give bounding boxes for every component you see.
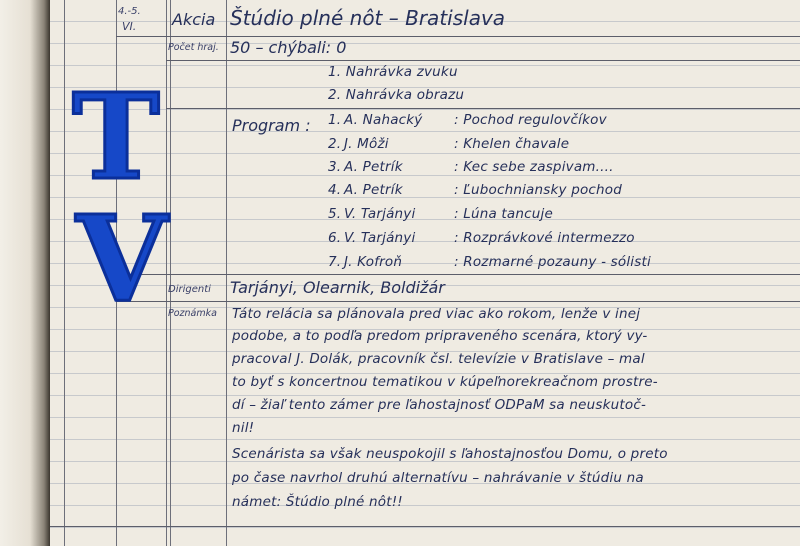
row-rule-program	[116, 274, 800, 275]
program-item-4-title: : Ľubochniansky pochod	[454, 182, 623, 198]
program-item-6-composer: V. Tarjányi	[344, 230, 416, 246]
program-item-2-num: 2.	[328, 136, 342, 152]
program-item-6-num: 6.	[328, 230, 342, 246]
recording-1: 1. Nahrávka zvuku	[328, 64, 458, 80]
program-item-1-composer: A. Nahacký	[344, 112, 423, 128]
row-rule-count	[166, 60, 800, 61]
program-item-2-title: : Khelen čhavale	[454, 136, 570, 152]
program-item-3-composer: A. Petrík	[344, 159, 403, 175]
conductors-label: Dirigenti	[168, 284, 211, 295]
count-label: Počet hraj.	[168, 42, 219, 53]
tv-letter-v: V	[76, 189, 168, 328]
note-line-9: námet: Štúdio plné nôt!!	[232, 494, 403, 510]
row-rule-conductors	[116, 301, 800, 302]
note-line-7: Scenárista sa však neuspokojil s ľahostajnosťou Domu, o preto	[232, 446, 668, 462]
program-item-3-num: 3.	[328, 159, 342, 175]
row-rule-recordings	[166, 108, 800, 109]
count-value: 50 – chýbali: 0	[230, 38, 347, 57]
note-line-5: dí – žiaľ tento zámer pre ľahostajnosť ODPaM sa neuskutoč-	[232, 397, 647, 413]
program-item-5-composer: V. Tarjányi	[344, 206, 416, 222]
program-item-3-title: : Kec sebe zaspivam....	[454, 159, 614, 175]
program-item-5-title: : Lúna tancuje	[454, 206, 553, 222]
program-item-5-num: 5.	[328, 206, 342, 222]
note-line-6: nil!	[232, 420, 255, 436]
note-line-3: pracoval J. Dolák, pracovník čsl. televízie v Bratislave – mal	[232, 351, 645, 367]
program-item-1-num: 1.	[328, 112, 342, 128]
program-item-4-composer: A. Petrík	[344, 182, 403, 198]
program-item-7-num: 7.	[328, 254, 342, 270]
content-column-rule	[226, 0, 227, 546]
ledger-page	[50, 0, 800, 546]
note-line-8: po čase navrhol druhú alternatívu – nahrávanie v štúdiu na	[232, 470, 644, 486]
row-rule-header	[116, 36, 800, 37]
header-title: Štúdio plné nôt – Bratislava	[230, 6, 506, 30]
program-item-7-composer: J. Kofroň	[344, 254, 403, 270]
program-item-6-title: : Rozprávkové intermezzo	[454, 230, 635, 246]
margin-rule-left	[64, 0, 65, 546]
program-item-1-title: : Pochod regulovčíkov	[454, 112, 607, 128]
conductors-value: Tarjányi, Olearnik, Boldižár	[230, 278, 445, 297]
program-item-7-title: : Rozmarné pozauny - sólisti	[454, 254, 651, 270]
header-label: Akcia	[172, 10, 216, 29]
program-label: Program :	[232, 116, 311, 135]
program-item-4-num: 4.	[328, 182, 342, 198]
note-line-1: Táto relácia sa plánovala pred viac ako rokom, lenže v inej	[232, 306, 641, 322]
program-item-2-composer: J. Môži	[344, 136, 389, 152]
note-label: Poznámka	[168, 308, 217, 319]
date-line-2: VI.	[122, 20, 137, 33]
label-column-rule-double	[170, 0, 171, 546]
note-line-2: podobe, a to podľa predom pripraveného scenára, ktorý vy-	[232, 328, 648, 344]
date-line-1: 4.-5.	[118, 6, 141, 17]
row-rule-bottom	[50, 526, 800, 527]
recording-2: 2. Nahrávka obrazu	[328, 87, 465, 103]
book-spine	[0, 0, 50, 546]
note-line-4: to byť s koncertnou tematikou v kúpeľnorekreačnom prostre-	[232, 374, 658, 390]
tv-letter-t: T	[72, 67, 160, 206]
